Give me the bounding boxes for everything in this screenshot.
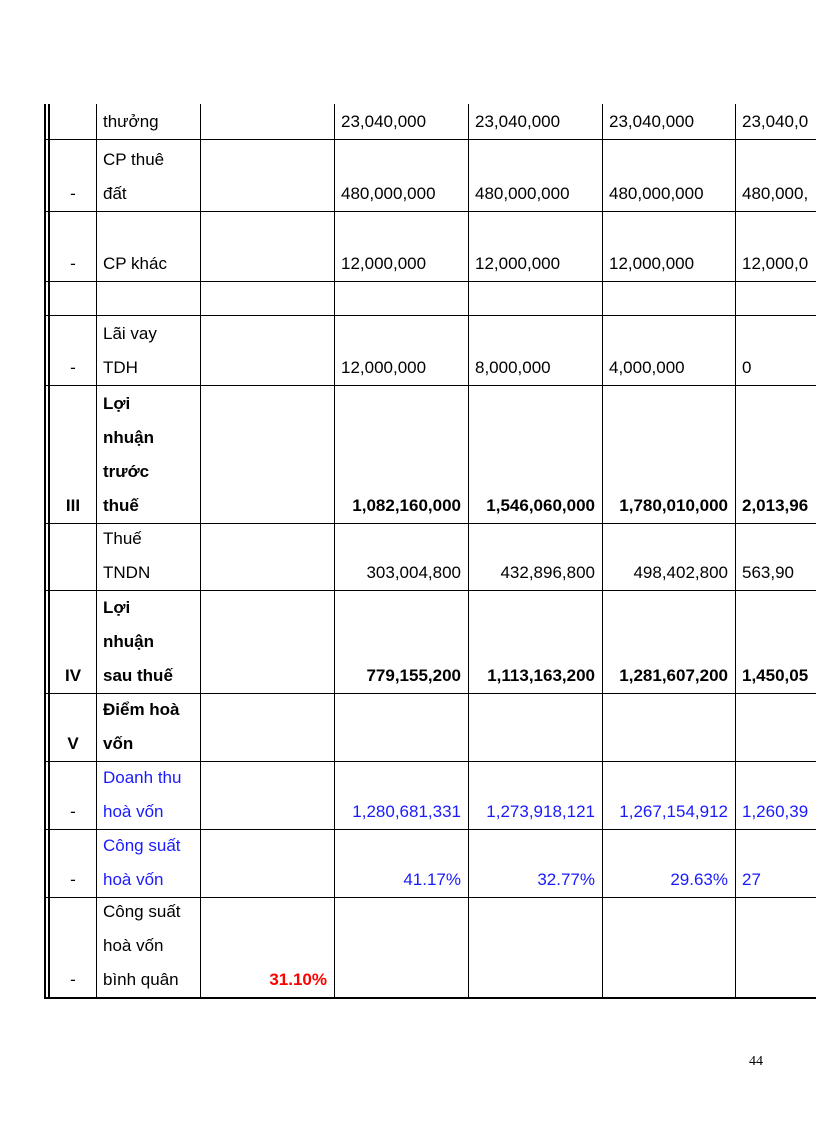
row-number: - (70, 802, 76, 821)
year-value: 23,040,000 (341, 112, 427, 131)
year-value: 1,546,060,000 (486, 496, 595, 515)
year-value: 498,402,800 (633, 563, 728, 582)
row-label: Điểm hoà (103, 700, 180, 719)
row-number: - (70, 970, 76, 989)
column-divider (44, 104, 46, 999)
year-value (602, 281, 735, 315)
year-value: 12,000,000 (341, 254, 427, 273)
row-label: Lợi (103, 394, 131, 413)
year-value (602, 963, 735, 997)
year-value: 32.77% (537, 870, 595, 889)
summary-value: 31.10% (269, 970, 327, 989)
year-value (735, 727, 816, 761)
summary-value (200, 863, 334, 897)
financial-table (44, 104, 816, 999)
year-value: 12,000,000 (475, 254, 561, 273)
row-number: - (70, 184, 76, 203)
row-number (50, 281, 96, 315)
year-value: 563,90 (742, 563, 794, 582)
year-value (735, 963, 816, 997)
row-label: hoà vốn (103, 802, 164, 821)
year-value: 12,000,000 (341, 358, 427, 377)
year-value: 480,000,000 (609, 184, 704, 203)
row-label: thưởng (103, 112, 159, 131)
row-label: Lợi (103, 598, 131, 617)
row-divider (44, 997, 816, 999)
row-label: trước (103, 462, 150, 481)
row-label: thuế (103, 496, 139, 515)
year-value: 303,004,800 (366, 563, 461, 582)
row-label (96, 281, 200, 315)
year-value (735, 281, 816, 315)
year-value: 1,780,010,000 (619, 496, 728, 515)
year-value: 1,260,39 (742, 802, 809, 821)
row-number: - (70, 870, 76, 889)
row-label: hoà vốn (103, 936, 164, 955)
row-label: vốn (103, 734, 134, 753)
year-value: 4,000,000 (609, 358, 685, 377)
row-divider (44, 315, 816, 316)
year-value (334, 727, 468, 761)
summary-value (200, 177, 334, 211)
summary-value (200, 281, 334, 315)
year-value (334, 963, 468, 997)
year-value: 1,267,154,912 (619, 802, 728, 821)
year-value: 1,273,918,121 (486, 802, 595, 821)
year-value: 23,040,0 (742, 112, 809, 131)
row-number: - (70, 254, 76, 273)
year-value: 1,082,160,000 (352, 496, 461, 515)
row-label: bình quân (103, 970, 179, 989)
summary-value (200, 351, 334, 385)
summary-value (200, 659, 334, 693)
row-label: CP khác (103, 254, 167, 273)
year-value: 0 (742, 358, 752, 377)
row-label: Doanh thu (103, 768, 182, 787)
year-value: 1,281,607,200 (619, 666, 728, 685)
year-value (468, 727, 602, 761)
row-number: IV (64, 666, 82, 685)
year-value (602, 727, 735, 761)
year-value: 8,000,000 (475, 358, 551, 377)
row-number: III (65, 496, 81, 515)
row-label: CP thuê (103, 150, 165, 169)
year-value: 23,040,000 (609, 112, 695, 131)
row-label: Lãi vay (103, 324, 157, 343)
row-label: hoà vốn (103, 870, 164, 889)
year-value (468, 281, 602, 315)
year-value: 12,000,0 (742, 254, 809, 273)
year-value: 12,000,000 (609, 254, 695, 273)
year-value: 1,113,163,200 (487, 666, 595, 685)
year-value: 480,000,000 (475, 184, 570, 203)
summary-value (200, 795, 334, 829)
year-value: 41.17% (403, 870, 461, 889)
year-value: 480,000, (742, 184, 809, 203)
year-value: 1,450,05 (742, 666, 809, 685)
row-divider (44, 139, 816, 140)
year-value: 2,013,96 (742, 496, 809, 515)
row-number: - (70, 358, 76, 377)
row-number (50, 556, 96, 590)
row-number: V (67, 734, 79, 753)
summary-value (200, 556, 334, 590)
summary-value (200, 727, 334, 761)
row-label: TDH (103, 358, 138, 377)
row-label: đất (103, 184, 127, 203)
row-label: Công suất (103, 836, 181, 855)
row-divider (44, 385, 816, 386)
page-number: 44 (749, 1054, 763, 1069)
row-label: sau thuế (103, 666, 173, 685)
row-label: Thuế (103, 529, 142, 548)
year-value: 1,280,681,331 (352, 802, 461, 821)
row-label: nhuận (103, 428, 154, 447)
year-value: 480,000,000 (341, 184, 436, 203)
year-value (334, 281, 468, 315)
row-label: nhuận (103, 632, 154, 651)
row-number (50, 105, 96, 139)
year-value: 29.63% (670, 870, 728, 889)
year-value: 432,896,800 (500, 563, 595, 582)
row-label: Công suất (103, 902, 181, 921)
year-value: 23,040,000 (475, 112, 561, 131)
summary-value (200, 105, 334, 139)
year-value (468, 963, 602, 997)
summary-value (200, 489, 334, 523)
year-value: 27 (742, 870, 761, 889)
summary-value (200, 247, 334, 281)
row-divider (44, 211, 816, 212)
year-value: 779,155,200 (366, 666, 461, 685)
row-label: TNDN (103, 563, 151, 582)
